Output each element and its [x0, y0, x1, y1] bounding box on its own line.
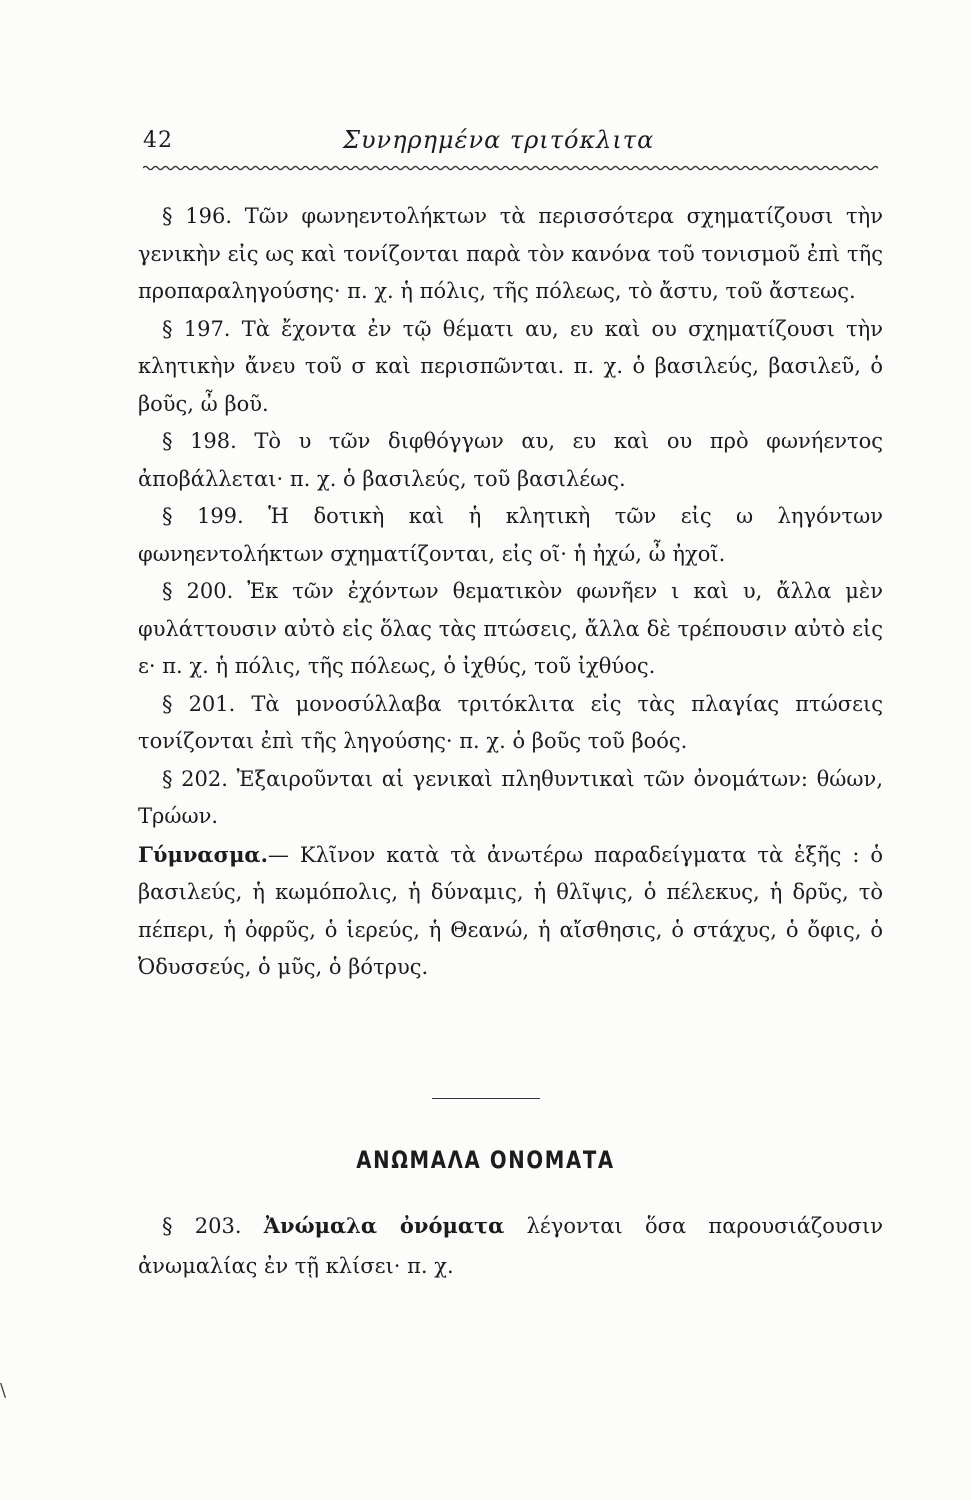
- section-sign: §: [162, 1214, 173, 1238]
- exercise-label: Γύμνασμα.: [138, 841, 268, 867]
- section-number: 200.: [186, 579, 234, 603]
- section-number: 196.: [185, 204, 233, 228]
- section-text: Τὰ ἔχοντα ἐν τῷ θέματι αυ, ευ καὶ ου σχηματίζουσι τὴν κλητικὴν ἄνευ τοῦ σ καὶ περισπῶνται. π. χ. ὁ βασιλεύς, βασιλεῦ, ὁ βοῦς, ὦ βοῦ.: [138, 316, 883, 416]
- section-text: Τὸ υ τῶν διφθόγγων αυ, ευ καὶ ου πρὸ φωνήεντος ἀποβάλλεται· π. χ. ὁ βασιλεύς, τοῦ βασιλέως.: [138, 429, 883, 491]
- section-heading: ΑΝΩΜΑΛΑ ΟΝΟΜΑΤΑ: [356, 1146, 615, 1174]
- section-sign: §: [162, 429, 173, 453]
- section-text: Ἐξαιροῦνται αἱ γενικαὶ πληθυντικαὶ τῶν ὀνομάτων: θώων, Τρώων.: [138, 766, 883, 828]
- section-text: Ἡ δοτικὴ καὶ ἡ κλητικὴ τῶν εἰς ω ληγόντων φωνηεντολήκτων σχηματίζονται, εἰς οῖ· ἡ ἠχώ, ὦ ἠχοῖ.: [138, 504, 883, 566]
- section-sign: §: [162, 766, 173, 791]
- paragraph-201: [138, 686, 883, 761]
- wavy-rule-ornament: [143, 160, 878, 176]
- paragraph-196: [138, 198, 883, 311]
- section-sign: §: [162, 504, 173, 528]
- term-bold: Ἀνώμαλα ὀνόματα: [263, 1213, 505, 1238]
- running-title: Συνηρημένα τριτόκλιτα: [343, 126, 655, 154]
- paragraph-199: [138, 498, 883, 573]
- paragraph-200: [138, 573, 883, 686]
- section-sign: §: [162, 691, 173, 716]
- section-text: Τῶν φωνηεντολήκτων τὰ περισσότερα σχηματίζουσι τὴν γενικὴν εἰς ως καὶ τονίζονται παρὰ τὸν κανόνα τοῦ τονισμοῦ ἐπὶ τῆς προπαραληγούσης· π. χ. ἡ πόλις, τῆς πόλεως, τὸ ἄστυ, τοῦ ἄστεως.: [138, 204, 883, 303]
- paragraph-203: [138, 1206, 883, 1286]
- margin-mark: \: [0, 1380, 7, 1401]
- section-number: 197.: [183, 316, 231, 341]
- section-sign: §: [162, 204, 173, 228]
- section-text: Τὰ μονοσύλλαβα τριτόκλιτα εἰς τὰς πλαγίας πτώσεις τονίζονται ἐπὶ τῆς ληγούσης· π. χ. ὁ βοῦς τοῦ βοός.: [138, 691, 883, 753]
- main-text: [138, 198, 883, 987]
- section-number: 198.: [190, 429, 237, 453]
- exercise-text: — Κλῖνον κατὰ τὰ ἀνωτέρω παραδείγματα τὰ ἑξῆς : ὁ βασιλεύς, ἡ κωμόπολις, ἡ δύναμις, ἡ θλῖψις, ὁ πέλεκυς, ἡ δρῦς, τὸ πέπερι, ἡ ὀφρῦς, ὁ ἱερεύς, ἡ Θεανώ, ἡ αἴσθησις, ὁ στάχυς, ὁ ὄφις, ὁ Ὀδυσσεύς, ὁ μῦς, ὁ βότρυς.: [138, 842, 883, 979]
- paragraph-198: [138, 423, 883, 498]
- section-sign: §: [162, 316, 173, 341]
- page-header: [143, 124, 878, 164]
- section-number: 201.: [188, 691, 236, 716]
- paragraph-202: [138, 761, 883, 836]
- section-divider: [432, 1098, 540, 1099]
- paragraph-197: [138, 311, 883, 424]
- exercise-paragraph: [138, 836, 883, 987]
- page-number: 42: [143, 128, 173, 153]
- section-sign: §: [162, 579, 173, 603]
- section-number: 203.: [194, 1214, 242, 1238]
- section-203-text: [138, 1206, 883, 1286]
- section-text: Ἐκ τῶν ἐχόντων θεματικὸν φωνῆεν ι καὶ υ, ἄλλα μὲν φυλάττουσιν αὐτὸ εἰς ὅλας τὰς πτώσεις, ἄλλα δὲ τρέπουσιν αὐτὸ εἰς ε· π. χ. ἡ πόλις, τῆς πόλεως, ὁ ἰχθύς, τοῦ ἰχθύος.: [138, 579, 883, 678]
- section-text: λέγονται ὅσα παρουσιάζουσιν ἀνωμαλίας ἐν τῇ κλίσει· π. χ.: [138, 1214, 884, 1278]
- section-number: 202.: [181, 766, 228, 791]
- section-number: 199.: [196, 504, 244, 528]
